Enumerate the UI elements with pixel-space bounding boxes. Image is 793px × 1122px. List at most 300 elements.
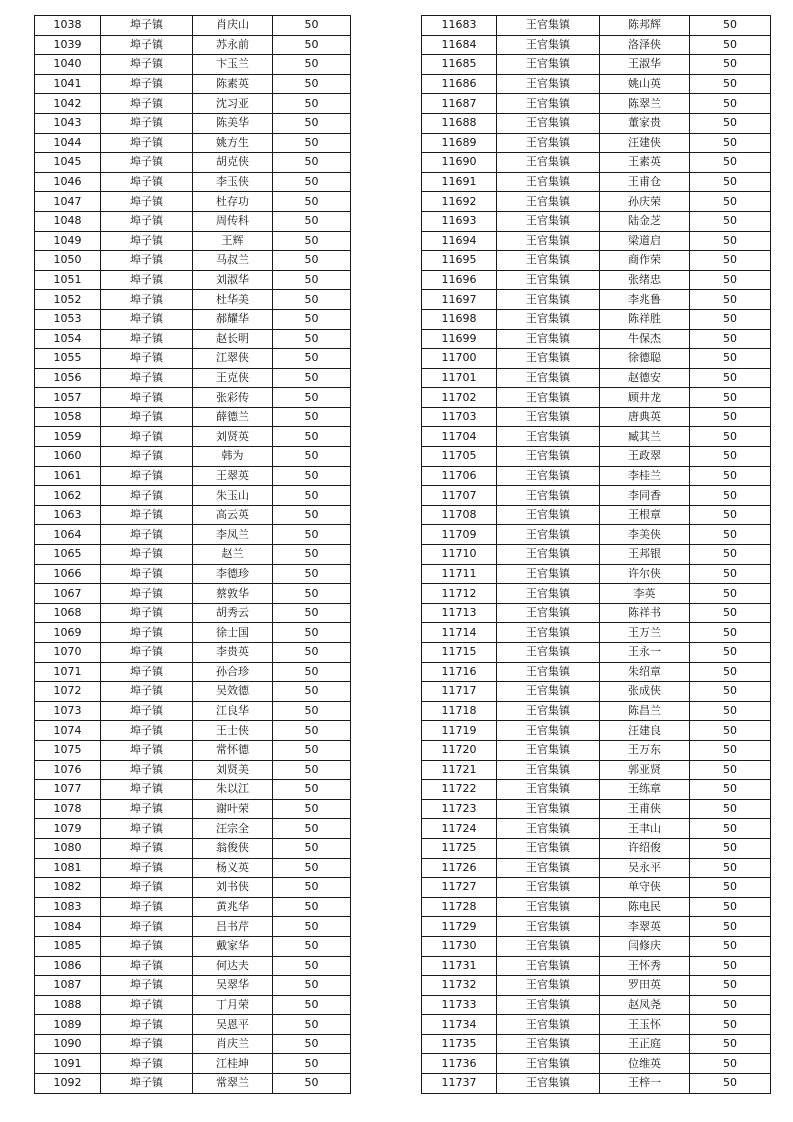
name-cell: 吴效德 [193,682,273,702]
town-cell: 王官集镇 [497,113,600,133]
town-cell: 埠子镇 [101,1074,193,1094]
row-number-cell: 11698 [422,309,497,329]
amount-cell: 50 [690,16,771,36]
table-row [422,603,771,623]
town-cell: 王官集镇 [497,16,600,36]
table-row [35,35,351,55]
row-number-cell: 11718 [422,701,497,721]
table-row [422,427,771,447]
town-cell: 埠子镇 [101,858,193,878]
table-row [422,701,771,721]
name-cell: 黄兆华 [193,897,273,917]
amount-cell: 50 [690,94,771,114]
row-number-cell: 1054 [35,329,101,349]
table-row [35,113,351,133]
table-row [35,878,351,898]
name-cell: 李兆鲁 [600,290,690,310]
town-cell: 埠子镇 [101,819,193,839]
name-cell: 刘贤英 [193,427,273,447]
row-number-cell: 11731 [422,956,497,976]
town-cell: 王官集镇 [497,427,600,447]
town-cell: 王官集镇 [497,995,600,1015]
table-row [35,721,351,741]
amount-cell: 50 [273,545,351,565]
town-cell: 王官集镇 [497,858,600,878]
amount-cell: 50 [690,251,771,271]
name-cell: 谢叶荣 [193,799,273,819]
amount-cell: 50 [690,1054,771,1074]
amount-cell: 50 [690,153,771,173]
town-cell: 王官集镇 [497,701,600,721]
name-cell: 沈习亚 [193,94,273,114]
row-number-cell: 11700 [422,349,497,369]
row-number-cell: 1085 [35,936,101,956]
table-row [35,760,351,780]
name-cell: 肖庆兰 [193,1034,273,1054]
amount-cell: 50 [690,368,771,388]
town-cell: 埠子镇 [101,1015,193,1035]
town-cell: 王官集镇 [497,388,600,408]
amount-cell: 50 [273,878,351,898]
name-cell: 江翠侠 [193,349,273,369]
name-cell: 姚山英 [600,74,690,94]
table-row [422,388,771,408]
table-row [35,74,351,94]
table-row [422,838,771,858]
town-cell: 王官集镇 [497,936,600,956]
town-cell: 王官集镇 [497,976,600,996]
name-cell: 许尔侠 [600,564,690,584]
row-number-cell: 1057 [35,388,101,408]
town-cell: 埠子镇 [101,799,193,819]
town-cell: 埠子镇 [101,309,193,329]
table-row [35,447,351,467]
row-number-cell: 1070 [35,643,101,663]
town-cell: 埠子镇 [101,525,193,545]
table-row [35,917,351,937]
town-cell: 王官集镇 [497,956,600,976]
name-cell: 陈祥胜 [600,309,690,329]
amount-cell: 50 [690,427,771,447]
town-cell: 埠子镇 [101,643,193,663]
town-cell: 王官集镇 [497,584,600,604]
table-row [422,1074,771,1094]
amount-cell: 50 [273,897,351,917]
row-number-cell: 11689 [422,133,497,153]
row-number-cell: 11715 [422,643,497,663]
amount-cell: 50 [273,94,351,114]
town-cell: 王官集镇 [497,486,600,506]
town-cell: 埠子镇 [101,701,193,721]
town-cell: 埠子镇 [101,917,193,937]
name-cell: 王克侠 [193,368,273,388]
amount-cell: 50 [273,760,351,780]
table-row [35,251,351,271]
name-cell: 翁俊侠 [193,838,273,858]
amount-cell: 50 [690,545,771,565]
row-number-cell: 11705 [422,447,497,467]
name-cell: 汪建侠 [600,133,690,153]
row-number-cell: 1055 [35,349,101,369]
table-row [422,564,771,584]
town-cell: 王官集镇 [497,662,600,682]
table-row [35,290,351,310]
table-row [422,936,771,956]
name-cell: 陈昌兰 [600,701,690,721]
table-row [35,956,351,976]
row-number-cell: 1060 [35,447,101,467]
town-cell: 王官集镇 [497,349,600,369]
amount-cell: 50 [273,427,351,447]
row-number-cell: 1041 [35,74,101,94]
table-row [35,799,351,819]
row-number-cell: 1065 [35,545,101,565]
name-cell: 李桂兰 [600,466,690,486]
town-cell: 王官集镇 [497,447,600,467]
town-cell: 王官集镇 [497,74,600,94]
town-cell: 埠子镇 [101,35,193,55]
town-cell: 埠子镇 [101,623,193,643]
row-number-cell: 1081 [35,858,101,878]
table-row [422,290,771,310]
table-row [422,192,771,212]
name-cell: 王翠英 [193,466,273,486]
name-cell: 王素英 [600,153,690,173]
amount-cell: 50 [273,662,351,682]
table-row [422,505,771,525]
town-cell: 埠子镇 [101,486,193,506]
table-row [422,447,771,467]
row-number-cell: 11724 [422,819,497,839]
table-row [35,407,351,427]
row-number-cell: 11732 [422,976,497,996]
row-number-cell: 1090 [35,1034,101,1054]
amount-cell: 50 [273,113,351,133]
amount-cell: 50 [690,55,771,75]
table-row [35,603,351,623]
amount-cell: 50 [690,231,771,251]
row-number-cell: 1071 [35,662,101,682]
amount-cell: 50 [273,721,351,741]
town-cell: 王官集镇 [497,623,600,643]
amount-cell: 50 [690,780,771,800]
name-cell: 王怀秀 [600,956,690,976]
table-row [422,682,771,702]
right-roster-body [422,16,771,1094]
town-cell: 王官集镇 [497,838,600,858]
row-number-cell: 1046 [35,172,101,192]
table-row [422,662,771,682]
table-row [35,55,351,75]
town-cell: 王官集镇 [497,878,600,898]
amount-cell: 50 [690,701,771,721]
amount-cell: 50 [690,407,771,427]
row-number-cell: 11713 [422,603,497,623]
table-row [422,995,771,1015]
town-cell: 王官集镇 [497,564,600,584]
row-number-cell: 1047 [35,192,101,212]
name-cell: 李翠英 [600,917,690,937]
name-cell: 孙合珍 [193,662,273,682]
town-cell: 王官集镇 [497,153,600,173]
table-row [35,995,351,1015]
town-cell: 王官集镇 [497,368,600,388]
name-cell: 王练章 [600,780,690,800]
town-cell: 埠子镇 [101,995,193,1015]
amount-cell: 50 [273,603,351,623]
town-cell: 王官集镇 [497,270,600,290]
town-cell: 埠子镇 [101,388,193,408]
town-cell: 王官集镇 [497,94,600,114]
name-cell: 卞玉兰 [193,55,273,75]
town-cell: 王官集镇 [497,917,600,937]
name-cell: 罗田英 [600,976,690,996]
town-cell: 埠子镇 [101,721,193,741]
table-row [422,623,771,643]
town-cell: 埠子镇 [101,329,193,349]
table-row [35,1015,351,1035]
table-row [422,956,771,976]
amount-cell: 50 [273,407,351,427]
row-number-cell: 11728 [422,897,497,917]
amount-cell: 50 [690,897,771,917]
amount-cell: 50 [690,309,771,329]
table-row [35,388,351,408]
amount-cell: 50 [273,35,351,55]
name-cell: 洛泽侠 [600,35,690,55]
row-number-cell: 1074 [35,721,101,741]
row-number-cell: 11697 [422,290,497,310]
table-row [422,55,771,75]
left-roster-table [34,15,351,1094]
row-number-cell: 1063 [35,505,101,525]
amount-cell: 50 [690,466,771,486]
amount-cell: 50 [690,172,771,192]
town-cell: 埠子镇 [101,564,193,584]
amount-cell: 50 [273,1015,351,1035]
row-number-cell: 1084 [35,917,101,937]
row-number-cell: 11695 [422,251,497,271]
row-number-cell: 1050 [35,251,101,271]
amount-cell: 50 [690,603,771,623]
row-number-cell: 11710 [422,545,497,565]
table-row [422,211,771,231]
table-row [422,525,771,545]
row-number-cell: 1062 [35,486,101,506]
town-cell: 埠子镇 [101,349,193,369]
table-row [35,329,351,349]
name-cell: 朱玉山 [193,486,273,506]
town-cell: 埠子镇 [101,172,193,192]
table-row [35,1074,351,1094]
row-number-cell: 11708 [422,505,497,525]
row-number-cell: 1053 [35,309,101,329]
town-cell: 埠子镇 [101,545,193,565]
name-cell: 陈翠兰 [600,94,690,114]
row-number-cell: 1080 [35,838,101,858]
town-cell: 王官集镇 [497,505,600,525]
row-number-cell: 1061 [35,466,101,486]
table-row [422,1034,771,1054]
amount-cell: 50 [273,858,351,878]
amount-cell: 50 [273,192,351,212]
row-number-cell: 1059 [35,427,101,447]
town-cell: 王官集镇 [497,643,600,663]
amount-cell: 50 [690,74,771,94]
row-number-cell: 11734 [422,1015,497,1035]
table-row [35,192,351,212]
town-cell: 埠子镇 [101,662,193,682]
name-cell: 郝耀华 [193,309,273,329]
amount-cell: 50 [690,505,771,525]
town-cell: 王官集镇 [497,819,600,839]
amount-cell: 50 [273,525,351,545]
row-number-cell: 11712 [422,584,497,604]
name-cell: 刘淑华 [193,270,273,290]
amount-cell: 50 [690,290,771,310]
table-row [422,760,771,780]
table-row [422,368,771,388]
amount-cell: 50 [273,584,351,604]
town-cell: 埠子镇 [101,74,193,94]
town-cell: 王官集镇 [497,1054,600,1074]
name-cell: 唐典英 [600,407,690,427]
name-cell: 胡克侠 [193,153,273,173]
name-cell: 汪建良 [600,721,690,741]
row-number-cell: 11693 [422,211,497,231]
town-cell: 王官集镇 [497,545,600,565]
amount-cell: 50 [690,270,771,290]
amount-cell: 50 [273,701,351,721]
name-cell: 顾井龙 [600,388,690,408]
town-cell: 王官集镇 [497,133,600,153]
left-roster-body [35,16,351,1094]
row-number-cell: 11703 [422,407,497,427]
name-cell: 李美侠 [600,525,690,545]
name-cell: 薛德兰 [193,407,273,427]
town-cell: 埠子镇 [101,407,193,427]
row-number-cell: 1083 [35,897,101,917]
table-row [422,878,771,898]
row-number-cell: 11736 [422,1054,497,1074]
row-number-cell: 1043 [35,113,101,133]
table-row [422,976,771,996]
amount-cell: 50 [273,1054,351,1074]
table-row [422,251,771,271]
table-row [422,133,771,153]
amount-cell: 50 [273,564,351,584]
table-row [35,309,351,329]
row-number-cell: 11685 [422,55,497,75]
town-cell: 王官集镇 [497,407,600,427]
row-number-cell: 11706 [422,466,497,486]
name-cell: 吴恩平 [193,1015,273,1035]
row-number-cell: 1073 [35,701,101,721]
amount-cell: 50 [273,270,351,290]
row-number-cell: 1040 [35,55,101,75]
amount-cell: 50 [690,349,771,369]
table-row [35,16,351,36]
table-row [422,309,771,329]
amount-cell: 50 [690,1034,771,1054]
table-row [35,1034,351,1054]
town-cell: 王官集镇 [497,309,600,329]
name-cell: 赵兰 [193,545,273,565]
amount-cell: 50 [273,956,351,976]
amount-cell: 50 [690,564,771,584]
row-number-cell: 1052 [35,290,101,310]
amount-cell: 50 [273,466,351,486]
amount-cell: 50 [273,153,351,173]
town-cell: 王官集镇 [497,192,600,212]
name-cell: 许绍俊 [600,838,690,858]
town-cell: 埠子镇 [101,466,193,486]
table-row [422,113,771,133]
amount-cell: 50 [273,388,351,408]
name-cell: 赵长明 [193,329,273,349]
name-cell: 常怀德 [193,740,273,760]
table-row [35,231,351,251]
name-cell: 王辉 [193,231,273,251]
town-cell: 埠子镇 [101,153,193,173]
row-number-cell: 11707 [422,486,497,506]
name-cell: 汪宗全 [193,819,273,839]
row-number-cell: 11692 [422,192,497,212]
name-cell: 吴永平 [600,858,690,878]
table-row [422,584,771,604]
town-cell: 埠子镇 [101,1034,193,1054]
name-cell: 郭亚贤 [600,760,690,780]
name-cell: 位维英 [600,1054,690,1074]
name-cell: 杨义英 [193,858,273,878]
name-cell: 江良华 [193,701,273,721]
town-cell: 埠子镇 [101,447,193,467]
table-row [422,819,771,839]
town-cell: 埠子镇 [101,133,193,153]
row-number-cell: 1076 [35,760,101,780]
row-number-cell: 11726 [422,858,497,878]
name-cell: 王邦银 [600,545,690,565]
amount-cell: 50 [273,16,351,36]
amount-cell: 50 [690,192,771,212]
amount-cell: 50 [273,309,351,329]
row-number-cell: 1038 [35,16,101,36]
name-cell: 肖庆山 [193,16,273,36]
town-cell: 王官集镇 [497,1074,600,1094]
row-number-cell: 11720 [422,740,497,760]
table-row [422,349,771,369]
row-number-cell: 11733 [422,995,497,1015]
amount-cell: 50 [273,231,351,251]
town-cell: 王官集镇 [497,603,600,623]
amount-cell: 50 [690,799,771,819]
amount-cell: 50 [273,643,351,663]
table-row [422,740,771,760]
amount-cell: 50 [273,780,351,800]
row-number-cell: 1086 [35,956,101,976]
town-cell: 王官集镇 [497,251,600,271]
row-number-cell: 1049 [35,231,101,251]
amount-cell: 50 [273,740,351,760]
table-row [35,486,351,506]
amount-cell: 50 [690,1074,771,1094]
table-row [35,1054,351,1074]
table-row [35,368,351,388]
table-row [422,407,771,427]
amount-cell: 50 [273,799,351,819]
amount-cell: 50 [273,290,351,310]
name-cell: 丁月荣 [193,995,273,1015]
